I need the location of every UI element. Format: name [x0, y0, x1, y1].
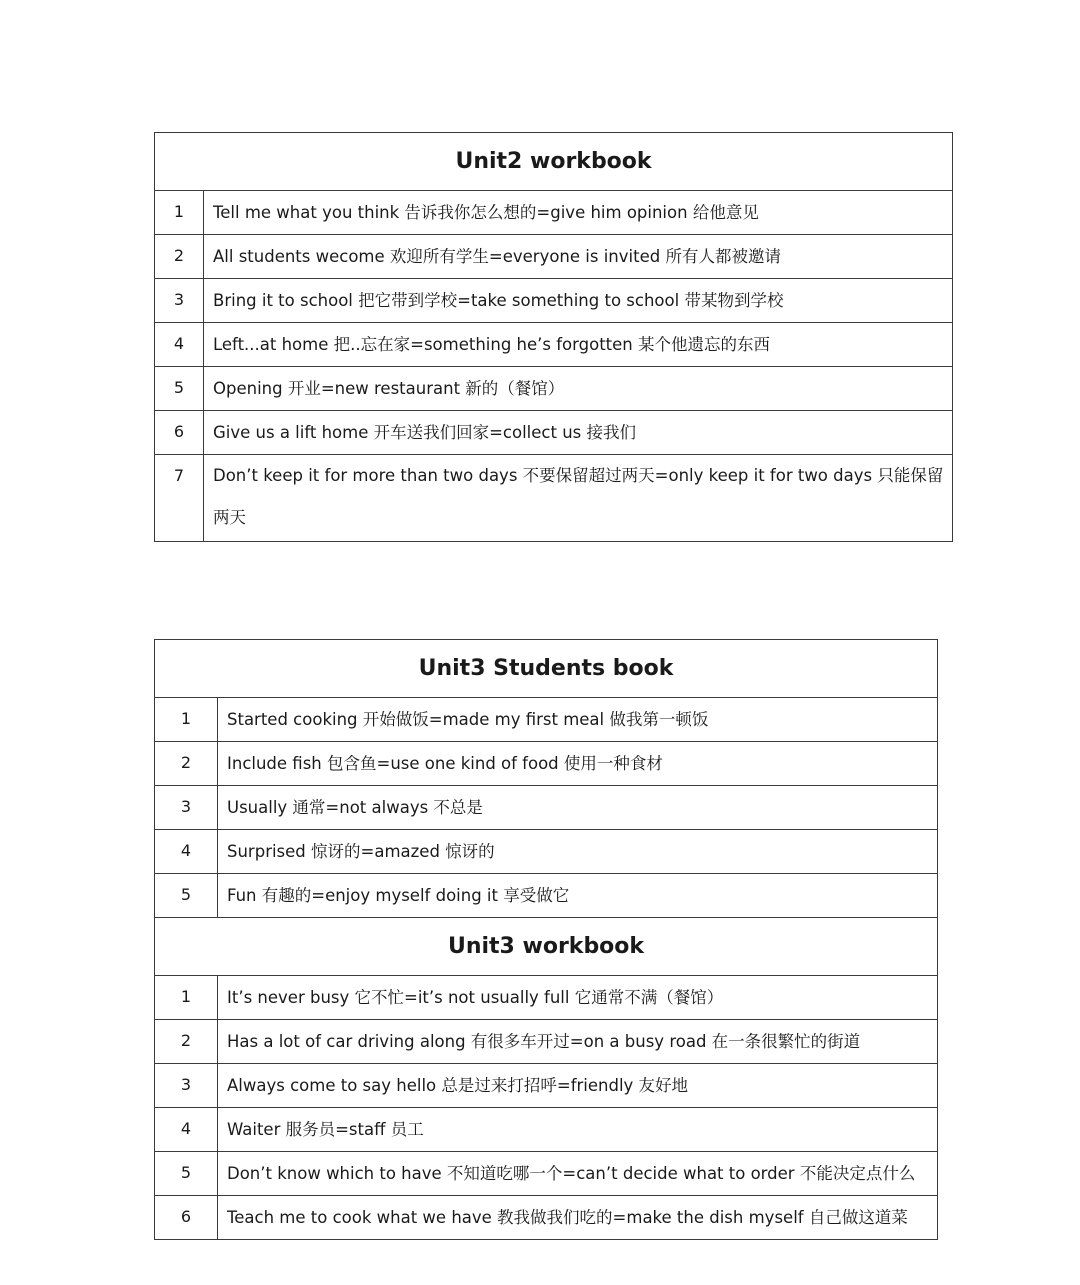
section-title: Unit3 workbook [155, 918, 938, 976]
unit2-workbook-table [154, 132, 953, 542]
table-row [155, 874, 938, 918]
row-number: 2 [155, 235, 204, 279]
row-number: 1 [155, 698, 218, 742]
row-text: Surprised 惊讶的=amazed 惊讶的 [218, 830, 938, 874]
table-row [155, 698, 938, 742]
row-number: 2 [155, 742, 218, 786]
row-number: 4 [155, 1108, 218, 1152]
table-title: Unit2 workbook [155, 133, 953, 191]
row-text: Waiter 服务员=staff 员工 [218, 1108, 938, 1152]
row-number: 4 [155, 323, 204, 367]
row-text: Usually 通常=not always 不总是 [218, 786, 938, 830]
row-text: Bring it to school 把它带到学校=take something to school 带某物到学校 [204, 279, 953, 323]
row-number: 5 [155, 874, 218, 918]
table-row [155, 191, 953, 235]
table-row [155, 1152, 938, 1196]
row-number: 2 [155, 1020, 218, 1064]
row-number: 4 [155, 830, 218, 874]
row-number: 3 [155, 279, 204, 323]
table-row [155, 1020, 938, 1064]
row-text: Include fish 包含鱼=use one kind of food 使用一种食材 [218, 742, 938, 786]
row-text: Left...at home 把..忘在家=something he’s forgotten 某个他遗忘的东西 [204, 323, 953, 367]
row-text: Tell me what you think 告诉我你怎么想的=give him opinion 给他意见 [204, 191, 953, 235]
row-text: Always come to say hello 总是过来打招呼=friendly 友好地 [218, 1064, 938, 1108]
table-row [155, 830, 938, 874]
row-number: 5 [155, 367, 204, 411]
row-text: Don’t know which to have 不知道吃哪一个=can’t decide what to order 不能决定点什么 [218, 1152, 938, 1196]
table-row [155, 235, 953, 279]
row-text: Teach me to cook what we have 教我做我们吃的=make the dish myself 自己做这道菜 [218, 1196, 938, 1240]
row-number: 1 [155, 191, 204, 235]
row-text: Started cooking 开始做饭=made my first meal 做我第一顿饭 [218, 698, 938, 742]
row-number: 1 [155, 976, 218, 1020]
row-number: 5 [155, 1152, 218, 1196]
row-text: Fun 有趣的=enjoy myself doing it 享受做它 [218, 874, 938, 918]
table-row [155, 742, 938, 786]
table-row [155, 279, 953, 323]
table-row [155, 1196, 938, 1240]
row-text: Give us a lift home 开车送我们回家=collect us 接我们 [204, 411, 953, 455]
row-number: 3 [155, 786, 218, 830]
table-row [155, 455, 953, 542]
table-row [155, 411, 953, 455]
table-row [155, 323, 953, 367]
table-row [155, 976, 938, 1020]
table-row [155, 367, 953, 411]
table-title: Unit3 Students book [155, 640, 938, 698]
row-text: Opening 开业=new restaurant 新的（餐馆） [204, 367, 953, 411]
row-number: 6 [155, 411, 204, 455]
row-text: Don’t keep it for more than two days 不要保留超过两天=only keep it for two days 只能保留两天 [204, 455, 953, 542]
row-text: Has a lot of car driving along 有很多车开过=on a busy road 在一条很繁忙的街道 [218, 1020, 938, 1064]
table-row [155, 786, 938, 830]
row-number: 7 [155, 455, 204, 542]
table-row [155, 1108, 938, 1152]
unit3-table [154, 639, 938, 1240]
table-row [155, 1064, 938, 1108]
row-text: It’s never busy 它不忙=it’s not usually full 它通常不满（餐馆） [218, 976, 938, 1020]
row-text: All students wecome 欢迎所有学生=everyone is invited 所有人都被邀请 [204, 235, 953, 279]
row-number: 3 [155, 1064, 218, 1108]
row-number: 6 [155, 1196, 218, 1240]
